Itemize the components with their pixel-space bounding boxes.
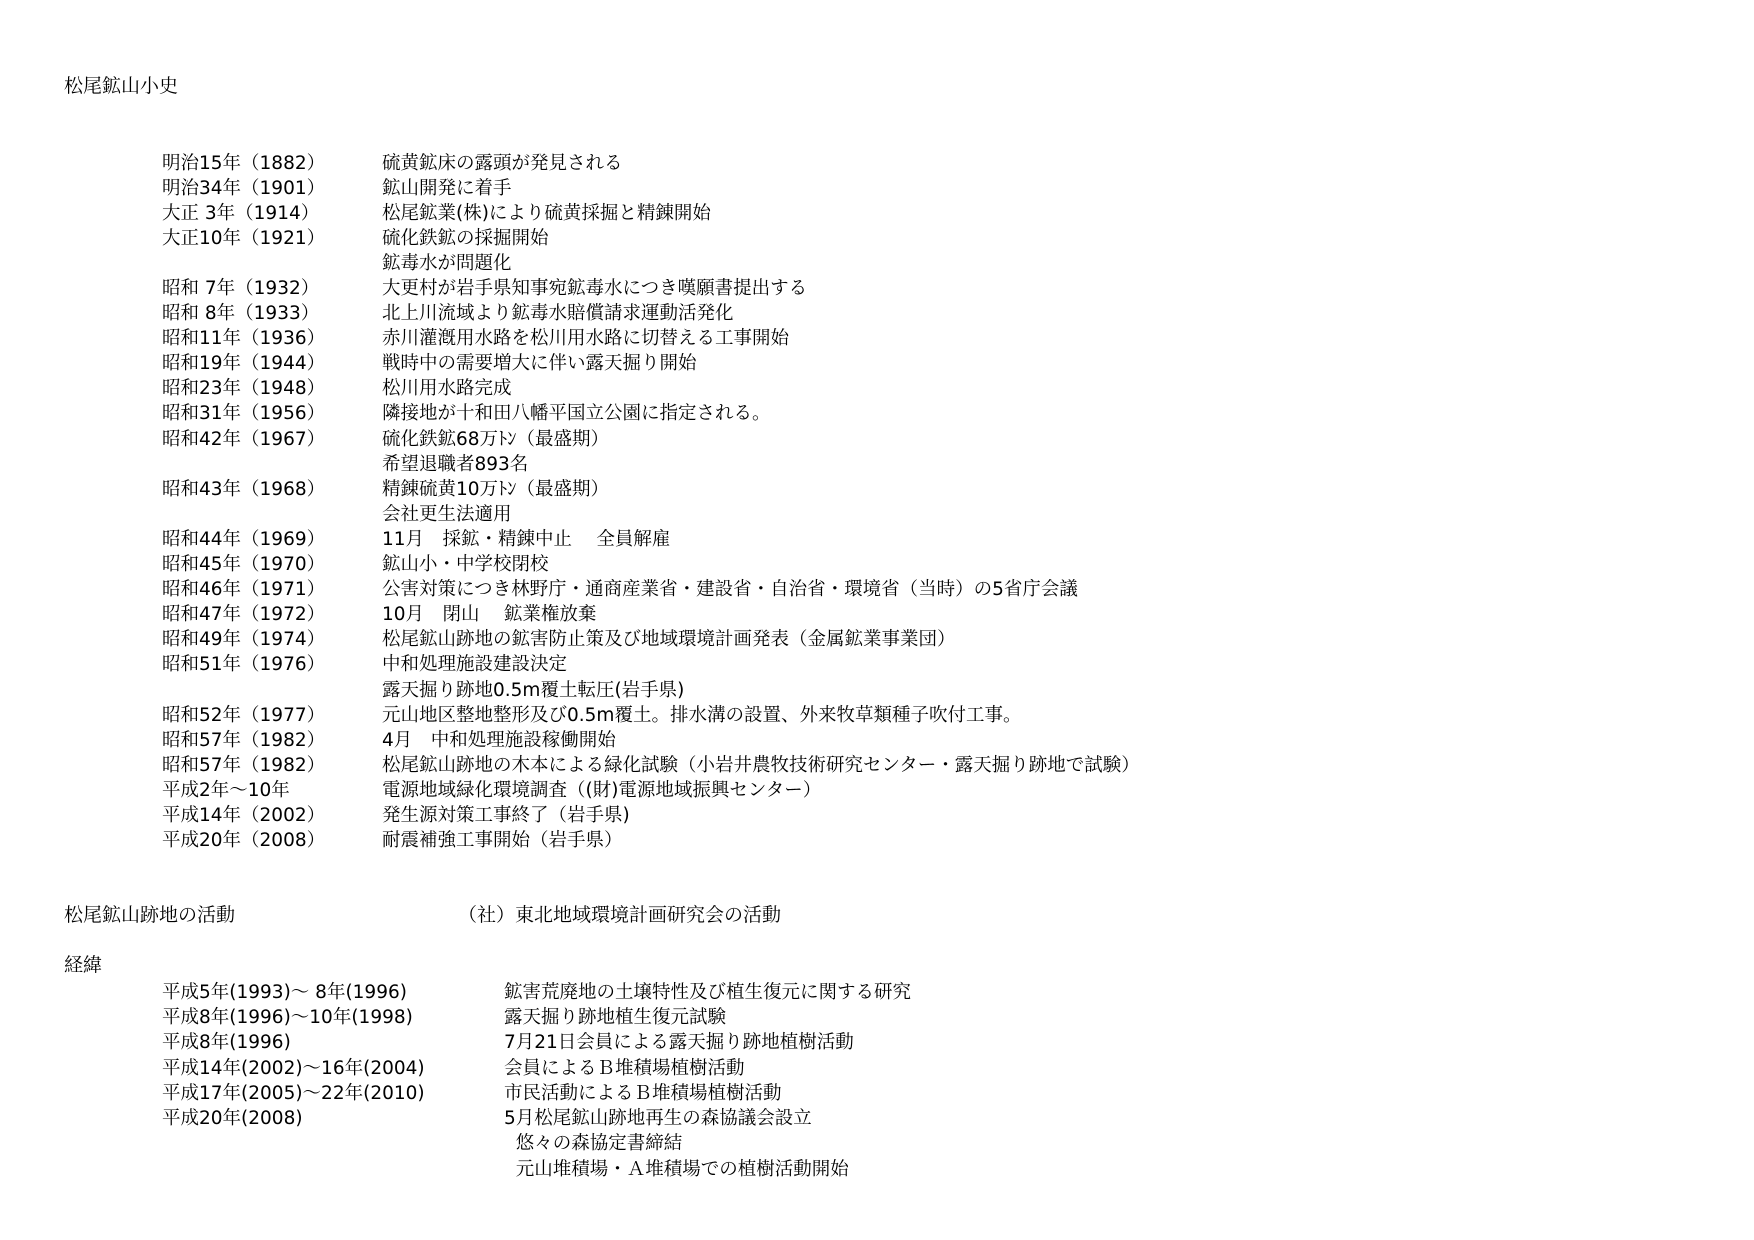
row-event: 戦時中の需要増大に伴い露天掘り開始: [382, 353, 697, 375]
timeline-row: [162, 525, 1140, 550]
timeline-row: [162, 224, 1140, 249]
timeline-row: [162, 601, 1140, 626]
timeline-row: [162, 1079, 911, 1104]
timeline-row: [162, 425, 1140, 450]
row-date: 平成8年(1996): [162, 1032, 291, 1054]
row-date: 昭和11年（1936）: [162, 328, 326, 350]
timeline-row: [162, 576, 1140, 601]
activities-title: 松尾鉱山跡地の活動: [64, 904, 236, 926]
timeline-row: [162, 375, 1140, 400]
row-event: 精錬硫黄10万ﾄﾝ（最盛期）: [382, 478, 610, 500]
row-date: 昭和57年（1982）: [162, 754, 326, 776]
row-event: 元山地区整地整形及び0.5m覆土。排水溝の設置、外来牧草類種子吹付工事。: [382, 704, 1022, 726]
row-date: 平成20年（2008）: [162, 830, 326, 852]
row-event: 隣接地が十和田八幡平国立公園に指定される。: [382, 403, 771, 425]
row-event: 10月 閉山 鉱業権放棄: [382, 604, 597, 626]
row-event: 耐震補強工事開始（岩手県）: [382, 830, 623, 852]
timeline-row: [162, 450, 1140, 475]
timeline-row: [162, 1104, 911, 1129]
timeline-row: [162, 1029, 911, 1054]
row-date: 平成5年(1993)～ 8年(1996): [162, 981, 407, 1003]
timeline-row: [162, 726, 1140, 751]
row-date: 大正 3年（1914）: [162, 202, 320, 224]
row-event: 松川用水路完成: [382, 378, 512, 400]
row-event: 悠々の森協定書締結: [504, 1133, 683, 1155]
history-list: [162, 149, 1140, 852]
row-event: 北上川流域より鉱毒水賠償請求運動活発化: [382, 303, 734, 325]
row-date: 平成14年(2002)～16年(2004): [162, 1057, 425, 1079]
activities-list: [162, 978, 911, 1180]
row-date: 昭和51年（1976）: [162, 654, 326, 676]
timeline-row: [162, 751, 1140, 776]
row-event: 松尾鉱業(株)により硫黄採掘と精錬開始: [382, 202, 711, 224]
timeline-row: [162, 626, 1140, 651]
timeline-row: [162, 350, 1140, 375]
row-event: 赤川灌漑用水路を松川用水路に切替える工事開始: [382, 328, 790, 350]
row-event: 5月松尾鉱山跡地再生の森協議会設立: [504, 1108, 812, 1130]
row-date: 昭和31年（1956）: [162, 403, 326, 425]
timeline-row: [162, 149, 1140, 174]
timeline-row: [162, 475, 1140, 500]
row-date: 昭和42年（1967）: [162, 428, 326, 450]
row-event: 松尾鉱山跡地の鉱害防止策及び地域環境計画発表（金属鉱業事業団）: [382, 629, 956, 651]
row-event: 露天掘り跡地0.5m覆土転圧(岩手県): [382, 679, 685, 701]
row-date: 昭和19年（1944）: [162, 353, 326, 375]
row-event: 大更村が岩手県知事宛鉱毒水につき嘆願書提出する: [382, 278, 808, 300]
row-date: 昭和49年（1974）: [162, 629, 326, 651]
row-date: 昭和57年（1982）: [162, 729, 326, 751]
row-event: 硫化鉄鉱68万ﾄﾝ（最盛期）: [382, 428, 610, 450]
row-date: 明治15年（1882）: [162, 152, 326, 174]
row-event: 鉱毒水が問題化: [382, 252, 512, 274]
row-date: 昭和 7年（1932）: [162, 278, 320, 300]
row-event: 市民活動によるＢ堆積場植樹活動: [504, 1082, 782, 1104]
timeline-row: [162, 676, 1140, 701]
row-event: 松尾鉱山跡地の木本による緑化試験（小岩井農牧技術研究センター・露天掘り跡地で試験）: [382, 754, 1140, 776]
timeline-row: [162, 325, 1140, 350]
row-event: 鉱害荒廃地の土壌特性及び植生復元に関する研究: [504, 981, 912, 1003]
row-date: 平成14年（2002）: [162, 804, 326, 826]
row-date: 昭和44年（1969）: [162, 528, 326, 550]
section-label: 経緯: [64, 954, 103, 976]
timeline-row: [162, 300, 1140, 325]
row-date: 昭和43年（1968）: [162, 478, 326, 500]
timeline-row: [162, 651, 1140, 676]
row-event: 元山堆積場・Ａ堆積場での植樹活動開始: [504, 1158, 849, 1180]
row-date: 大正10年（1921）: [162, 227, 326, 249]
row-event: 硫黄鉱床の露頭が発見される: [382, 152, 623, 174]
row-event: 公害対策につき林野庁・通商産業省・建設省・自治省・環境省（当時）の5省庁会議: [382, 579, 1078, 601]
row-date: 昭和47年（1972）: [162, 604, 326, 626]
row-event: 鉱山小・中学校閉校: [382, 554, 549, 576]
row-event: 11月 採鉱・精錬中止 全員解雇: [382, 528, 671, 550]
activities-subtitle: （社）東北地域環境計画研究会の活動: [458, 904, 782, 926]
row-event: 4月 中和処理施設稼働開始: [382, 729, 616, 751]
row-event: 鉱山開発に着手: [382, 177, 512, 199]
row-event: 希望退職者893名: [382, 453, 529, 475]
row-date: 昭和 8年（1933）: [162, 303, 320, 325]
timeline-row: [162, 400, 1140, 425]
row-event: 発生源対策工事終了（岩手県): [382, 804, 630, 826]
timeline-row: [162, 1155, 911, 1180]
row-date: 平成17年(2005)～22年(2010): [162, 1082, 425, 1104]
row-date: 昭和52年（1977）: [162, 704, 326, 726]
timeline-row: [162, 827, 1140, 852]
row-event: 中和処理施設建設決定: [382, 654, 568, 676]
row-date: 明治34年（1901）: [162, 177, 326, 199]
row-date: 昭和45年（1970）: [162, 554, 326, 576]
row-event: 硫化鉄鉱の採掘開始: [382, 227, 549, 249]
row-event: 会社更生法適用: [382, 503, 512, 525]
timeline-row: [162, 174, 1140, 199]
row-event: 電源地域緑化環境調査（(財)電源地域振興センター）: [382, 779, 822, 801]
row-event: 会員によるＢ堆積場植樹活動: [504, 1057, 745, 1079]
timeline-row: [162, 978, 911, 1003]
timeline-row: [162, 551, 1140, 576]
timeline-row: [162, 274, 1140, 299]
timeline-row: [162, 1054, 911, 1079]
timeline-row: [162, 801, 1140, 826]
row-date: 平成2年～10年: [162, 779, 290, 801]
row-event: 7月21日会員による露天掘り跡地植樹活動: [504, 1032, 854, 1054]
history-title: 松尾鉱山小史: [64, 75, 179, 97]
timeline-row: [162, 1130, 911, 1155]
row-date: 平成8年(1996)～10年(1998): [162, 1006, 413, 1028]
timeline-row: [162, 199, 1140, 224]
row-date: 平成20年(2008): [162, 1108, 303, 1130]
timeline-row: [162, 701, 1140, 726]
row-event: 露天掘り跡地植生復元試験: [504, 1006, 727, 1028]
row-date: 昭和23年（1948）: [162, 378, 326, 400]
timeline-row: [162, 776, 1140, 801]
timeline-row: [162, 249, 1140, 274]
timeline-row: [162, 1003, 911, 1028]
row-date: 昭和46年（1971）: [162, 579, 326, 601]
timeline-row: [162, 500, 1140, 525]
